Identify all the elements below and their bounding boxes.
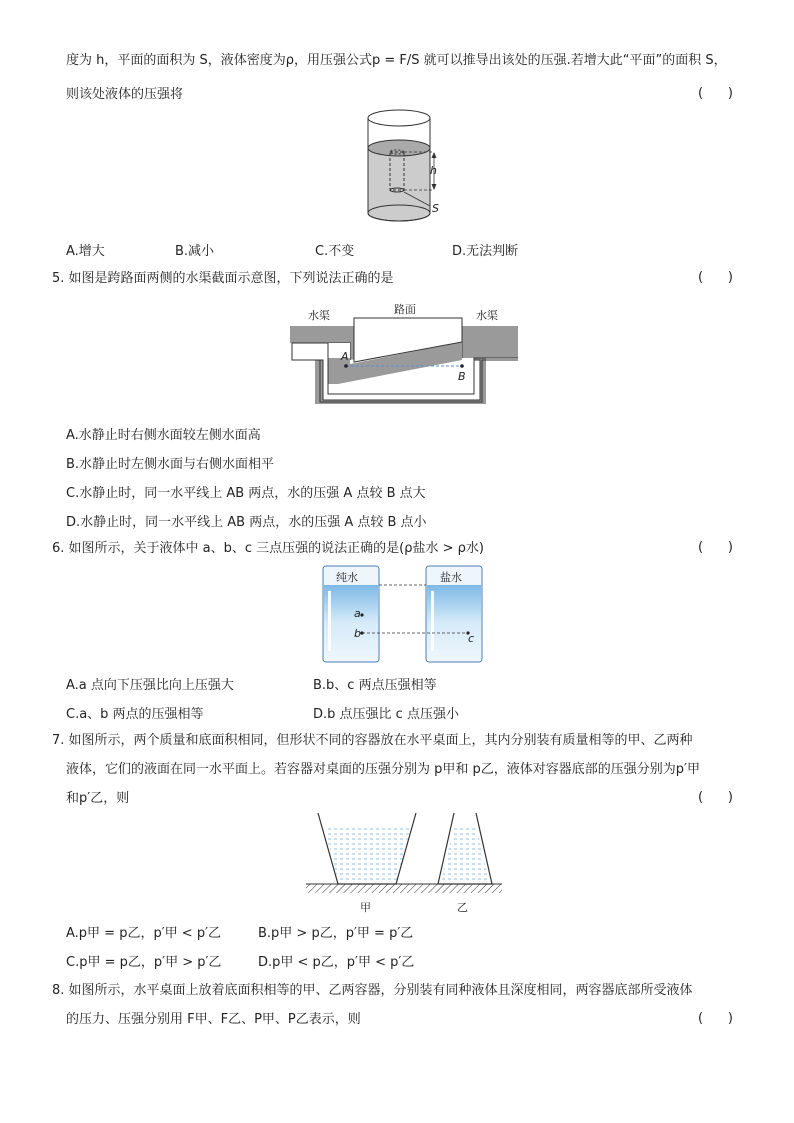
q7-stem-line1: 7. 如图所示，两个质量和底面积相同，但形状不同的容器放在水平桌面上，其内分别装有质量相等的甲、乙两种: [52, 733, 693, 748]
q5-label-left-channel: 水渠: [308, 309, 330, 322]
q5-stem: 5. 如图是跨路面两侧的水渠截面示意图，下列说法正确的是: [52, 271, 394, 286]
q6-option-c[interactable]: C.a、b 两点的压强相等: [66, 707, 204, 722]
q5-label-road: 路面: [394, 303, 416, 316]
q7-option-c[interactable]: C.p甲 = p乙，p′甲 > p′乙: [66, 955, 222, 970]
q5-option-b[interactable]: B.水静止时左侧水面与右侧水面相平: [66, 457, 275, 472]
q7-option-d[interactable]: D.p甲 < p乙，p′甲 < p′乙: [258, 955, 415, 970]
q6-answer-paren: ( ): [698, 540, 733, 555]
q4-stem-line2: 则该处液体的压强将: [66, 87, 184, 102]
q4-answer-paren: ( ): [698, 86, 733, 101]
q7-stem-line2: 液体，它们的液面在同一水平面上。若容器对桌面的压强分别为 p甲和 p乙，液体对容器底部的压强分别为p′甲: [66, 762, 700, 777]
q8-stem-line1: 8. 如图所示，水平桌面上放着底面积相等的甲、乙两容器，分别装有同种液体且深度相同，两容器底部所受液体: [52, 983, 693, 998]
q4-stem-line1: 度为 h，平面的面积为 S，液体密度为ρ，用压强公式p = F/S 就可以推导出该处的压强.若增大此“平面”的面积 S，: [66, 53, 727, 68]
q5-channel-figure: [290, 298, 520, 408]
q6-point-c: c: [468, 632, 475, 645]
q7-stem-line3: 和p′乙，则: [66, 791, 130, 806]
q4-option-d[interactable]: D.无法判断: [452, 244, 519, 259]
q6-option-a[interactable]: A.a 点向下压强比向上压强大: [66, 678, 234, 693]
q7-option-a[interactable]: A.p甲 = p乙，p′甲 < p′乙: [66, 926, 222, 941]
q4-label-h: h: [430, 164, 437, 177]
q6-option-d[interactable]: D.b 点压强比 c 点压强小: [313, 707, 459, 722]
q4-cylinder-figure: [360, 108, 460, 234]
q5-point-a: A: [341, 350, 349, 363]
q8-stem-line2: 的压力、压强分别用 F甲、F乙、P甲、P乙表示，则: [66, 1012, 361, 1027]
q5-point-b: B: [458, 370, 466, 383]
q7-label-yi: 乙: [457, 901, 468, 914]
q6-label-pure-water: 纯水: [336, 571, 358, 584]
q4-option-a[interactable]: A.增大: [66, 244, 105, 259]
q6-stem: 6. 如图所示，关于液体中 a、b、c 三点压强的说法正确的是(ρ盐水 > ρ水): [52, 541, 484, 556]
q5-option-d[interactable]: D.水静止时，同一水平线上 AB 两点，水的压强 A 点较 B 点小: [66, 515, 427, 530]
q6-label-salt-water: 盐水: [440, 571, 462, 584]
q8-answer-paren: ( ): [698, 1011, 733, 1026]
q7-answer-paren: ( ): [698, 790, 733, 805]
q7-label-jia: 甲: [360, 901, 371, 914]
q6-option-b[interactable]: B.b、c 两点压强相等: [313, 678, 437, 693]
q5-option-c[interactable]: C.水静止时，同一水平线上 AB 两点，水的压强 A 点较 B 点大: [66, 486, 426, 501]
q6-point-b: b: [354, 627, 361, 640]
q4-option-b[interactable]: B.减小: [175, 244, 215, 259]
q4-option-c[interactable]: C.不变: [315, 244, 355, 259]
q7-option-b[interactable]: B.p甲 > p乙，p′甲 = p′乙: [258, 926, 414, 941]
q5-label-right-channel: 水渠: [476, 309, 498, 322]
q4-label-s: S: [432, 202, 439, 215]
q6-point-a: a: [354, 607, 361, 620]
q5-option-a[interactable]: A.水静止时右侧水面较左侧水面高: [66, 428, 261, 443]
q5-answer-paren: ( ): [698, 270, 733, 285]
q7-containers-figure: [304, 812, 504, 916]
q6-beakers-figure: [322, 565, 487, 665]
